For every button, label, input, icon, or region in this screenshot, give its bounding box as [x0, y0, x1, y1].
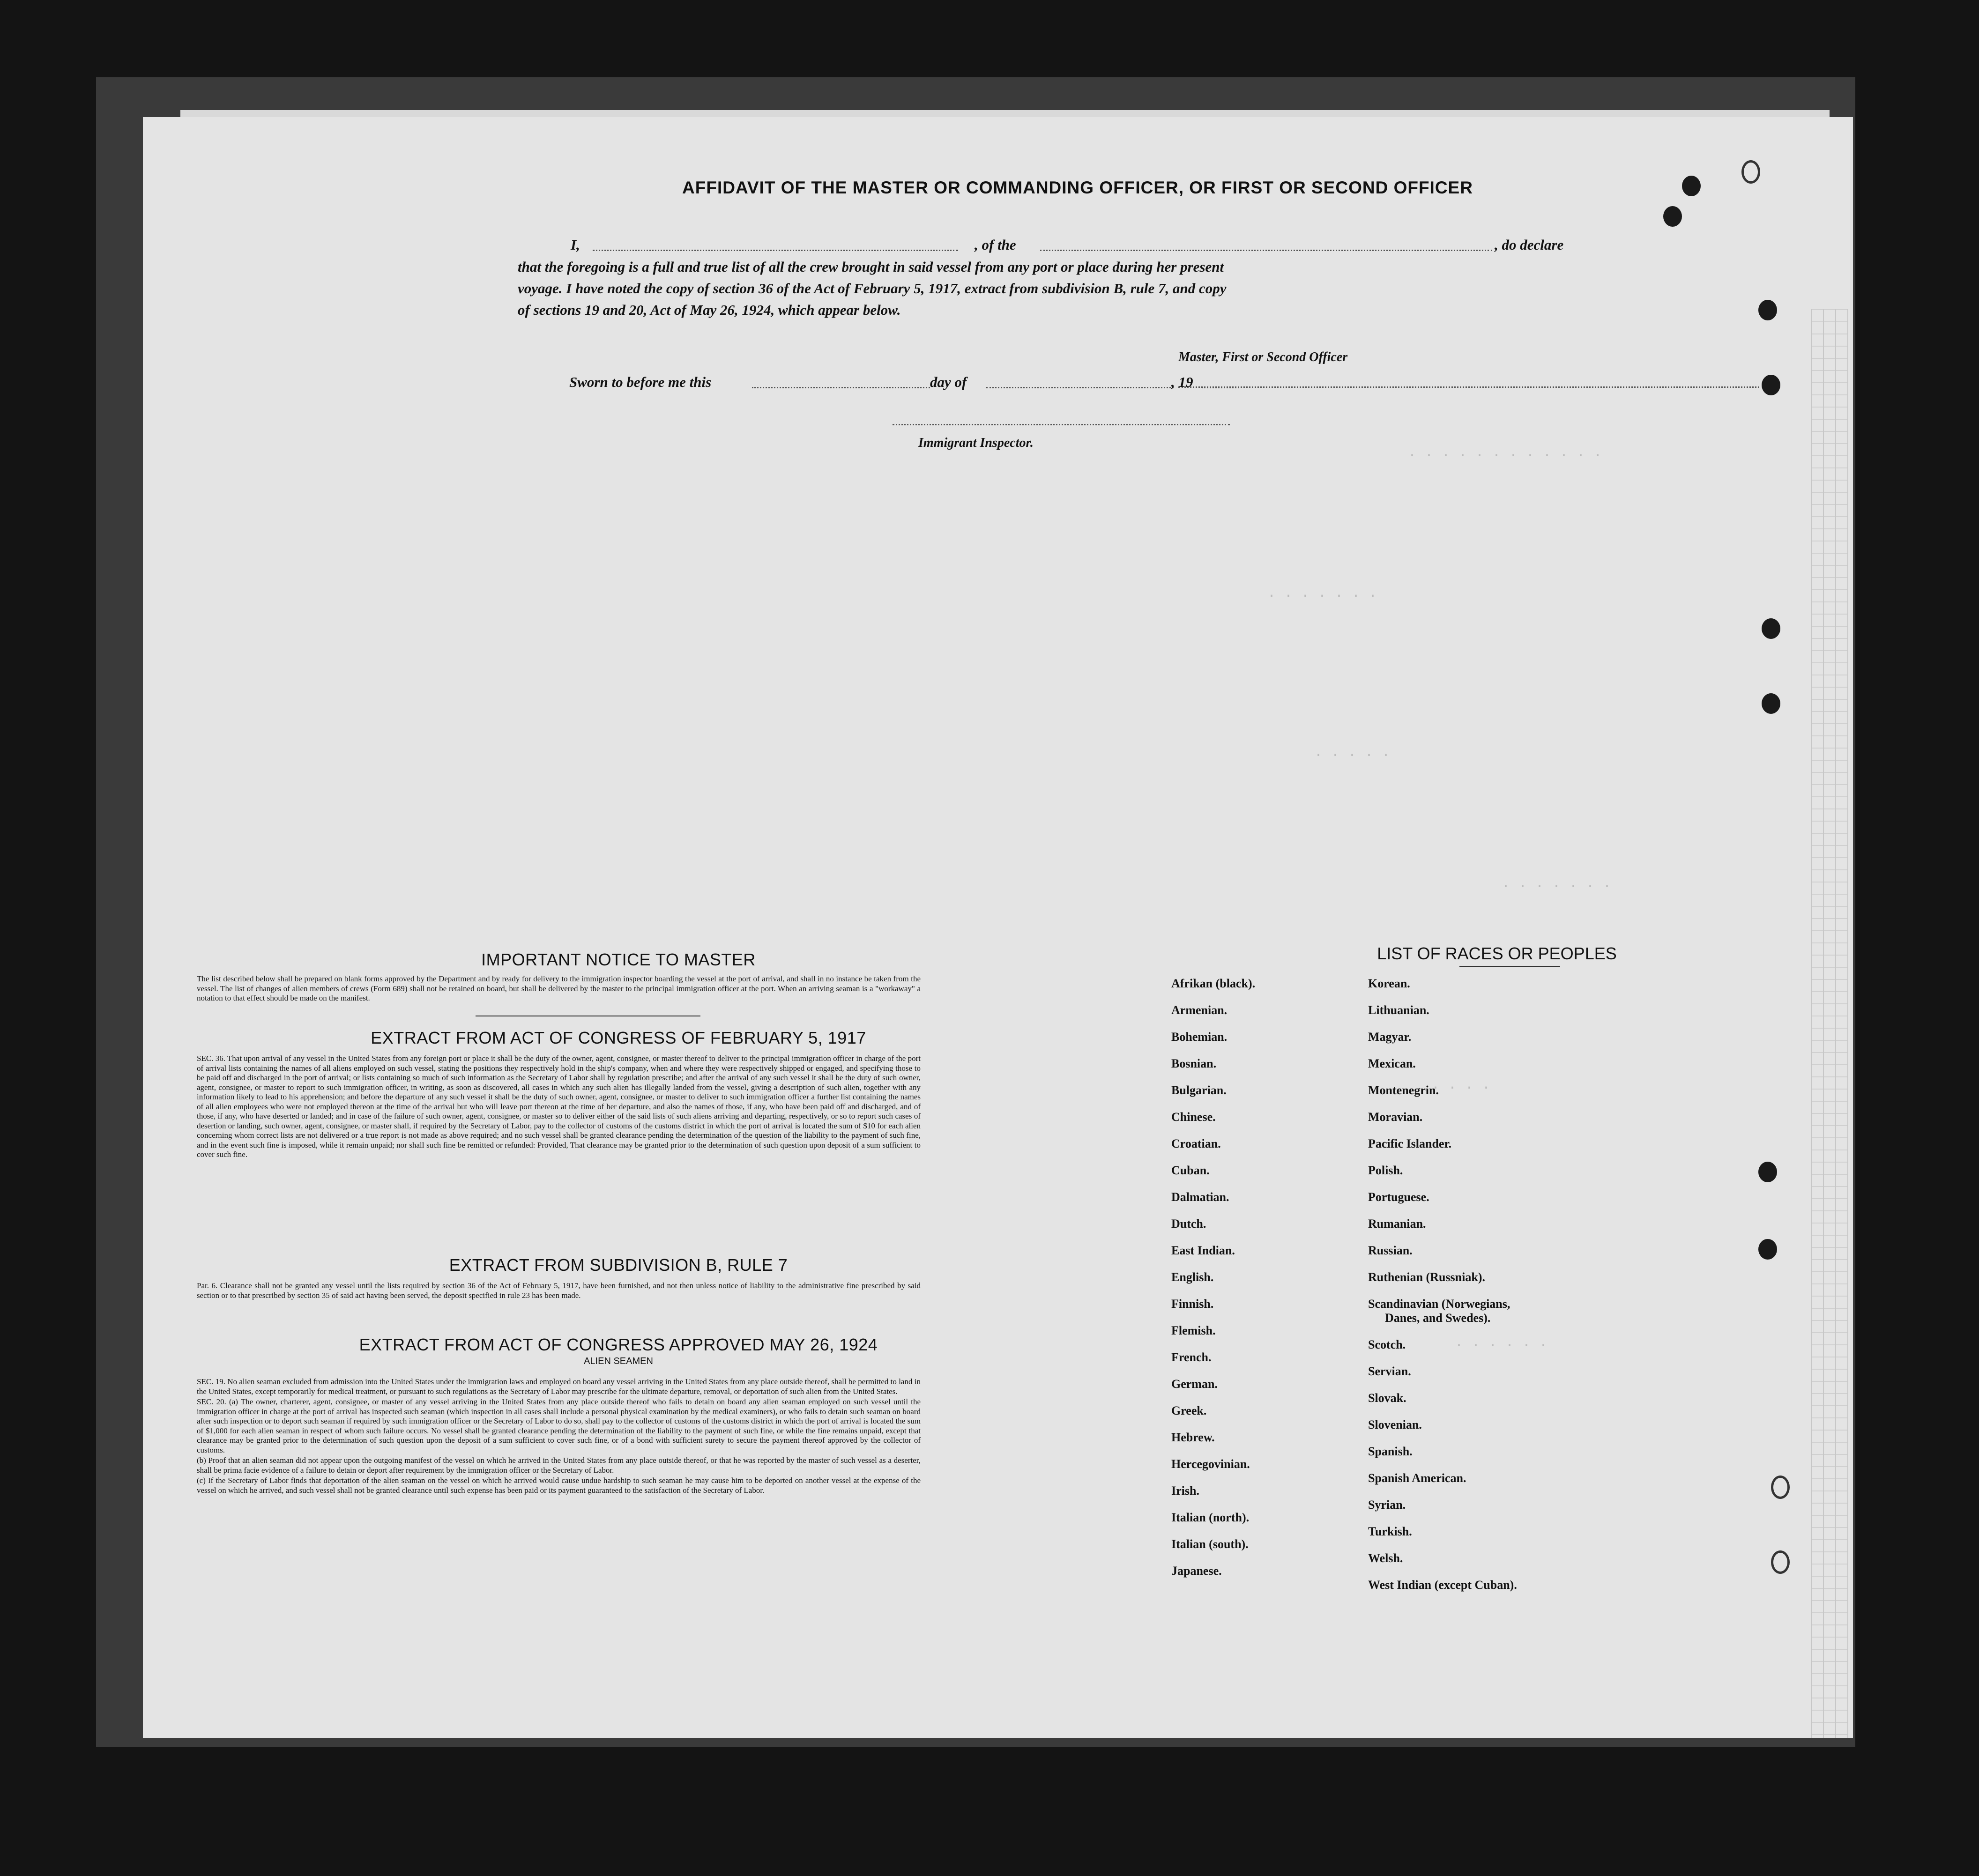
sworn-label: Sworn to before me this [569, 374, 712, 390]
day-of-label: day of [930, 374, 967, 390]
race-item: Dalmatian. [1171, 1190, 1229, 1204]
race-item: Russian. [1368, 1244, 1413, 1257]
race-item: Slovenian. [1368, 1418, 1422, 1431]
punch-hole [1762, 618, 1780, 639]
race-item: Servian. [1368, 1364, 1411, 1378]
race-item: Spanish American. [1368, 1471, 1466, 1485]
notice-paragraph: The list described below shall be prepared on blank forms approved by the Department and by ready for delivery to the immigration inspector boarding the vessel at the port of arrival, and shall in no instance be taken from the vessel. The list of changes of alien members of crews (Form 689) shall not be retained on board, but shall be delivered by the master to the principal immigration officer at the port. When an arriving seaman is a "workaway" a notation to that effect should be made on the manifest. [197, 974, 921, 1002]
race-item: Lithuanian. [1368, 1003, 1429, 1017]
race-item: Bulgarian. [1171, 1083, 1227, 1097]
race-item: Italian (north). [1171, 1511, 1250, 1524]
race-item: Scandinavian (Norwegians, [1368, 1297, 1510, 1311]
race-item: Spanish. [1368, 1445, 1413, 1458]
affidavit-do-declare: , do declare [1495, 237, 1564, 253]
punch-hole [1682, 176, 1701, 196]
race-item: Japanese. [1171, 1564, 1222, 1578]
punch-ring [1771, 1476, 1790, 1499]
sworn-month-line [986, 387, 1174, 388]
master-signature-line [1178, 386, 1759, 388]
punch-ring [1771, 1550, 1790, 1574]
race-item: Armenian. [1171, 1003, 1228, 1017]
affidavit-i-label: I, [571, 237, 580, 253]
race-item: Hebrew. [1171, 1431, 1215, 1444]
master-signature-label: Master, First or Second Officer [1178, 350, 1348, 364]
sworn-year: , 19 [1171, 374, 1193, 390]
extract-1917-text [197, 1054, 921, 1161]
punch-hole [1663, 206, 1682, 227]
race-item: Danes, and Swedes). [1385, 1311, 1491, 1325]
rule-7-title: EXTRACT FROM SUBDIVISION B, RULE 7 [449, 1255, 788, 1275]
race-item: Montenegrin. [1368, 1083, 1439, 1097]
par-6-paragraph: Par. 6. Clearance shall not be granted any vessel until the lists required by section 36 of the Act of February 5, 1917, have been furnished, and not then unless notice of liability to the administrative fine prescribed by said section or to that prescribed by section 35 of said act having been served, the deposit specified in rule 23 has been made. [197, 1281, 921, 1300]
race-item: Turkish. [1368, 1525, 1412, 1538]
affidavit-line-3: voyage. I have noted the copy of section 36 of the Act of February 5, 1917, extract from subdivision B, rule 7, and copy [518, 280, 1227, 297]
rule-7-text [197, 1281, 921, 1301]
punch-hole [1758, 1162, 1777, 1182]
race-item: German. [1171, 1377, 1218, 1391]
race-item: Bohemian. [1171, 1030, 1228, 1044]
race-item: Korean. [1368, 977, 1410, 990]
race-item: French. [1171, 1350, 1212, 1364]
affidavit-of-the: , of the [975, 237, 1016, 253]
punch-hole [1758, 300, 1777, 320]
sec-20a-paragraph: SEC. 20. (a) The owner, charterer, agent, consignee, or master of any vessel arriving in the United States from any place outside thereof who fails to detain on board any alien seaman employed on such vessel until the immigration officer in charge at the port of arrival has inspected such seaman (which inspection in all cases shall include a personal physical examination by the medical examiners), or who fails to detain such seaman on board after such inspection or to deport such seaman if required by such immigration officer or the Secretary of Labor to do so, shall pay to the collector of customs of the customs district in which the port of arrival is located the sum of $1,000 for each alien seaman in respect of whom such failure occurs. No vessel shall be granted clearance pending the determination of the liability to the payment of such fine, or while the fine remains unpaid, except that clearance may be granted prior to the determination of such question upon the deposit of a sum sufficient to cover such fine, or of a bond with sufficient surety to secure the payment thereof approved by the collector of customs. [197, 1397, 921, 1454]
inspector-signature-line [893, 424, 1230, 425]
race-item: Dutch. [1171, 1217, 1206, 1231]
extract-1924-text [197, 1377, 921, 1496]
race-item: West Indian (except Cuban). [1368, 1578, 1517, 1592]
notice-text [197, 974, 921, 1004]
sworn-year-line [1202, 387, 1239, 388]
race-item: Welsh. [1368, 1551, 1403, 1565]
sec-19-paragraph: SEC. 19. No alien seaman excluded from admission into the United States under the immigration laws and employed on board any vessel arriving in the United States from any place outside thereof, shall be permitted to land in the United States, except temporarily for medical treatment, or pursuant to such regulations as the Secretary of Labor may prescribe for the ultimate departure, removal, or deportation of such alien from the United States. [197, 1377, 921, 1396]
immigrant-inspector-label: Immigrant Inspector. [918, 436, 1034, 450]
race-item: Italian (south). [1171, 1537, 1249, 1551]
race-item: Finnish. [1171, 1297, 1214, 1311]
race-item: English. [1171, 1270, 1214, 1284]
race-item: Hercegovinian. [1171, 1457, 1250, 1471]
races-column-2 [1368, 977, 1517, 1605]
manifest-grid-edge [1811, 309, 1848, 1738]
race-item: Bosnian. [1171, 1057, 1217, 1070]
race-item: Pacific Islander. [1368, 1137, 1452, 1150]
extract-1917-title: EXTRACT FROM ACT OF CONGRESS OF FEBRUARY 5, 1917 [371, 1028, 866, 1047]
extract-1924-title: EXTRACT FROM ACT OF CONGRESS APPROVED MAY 26, 1924 [359, 1335, 878, 1354]
punch-ring [1741, 160, 1760, 184]
affidavit-vessel-line [1040, 250, 1492, 251]
affidavit-name-line [593, 250, 958, 251]
race-item: Moravian. [1368, 1110, 1423, 1124]
race-item: Flemish. [1171, 1324, 1216, 1337]
affidavit-title: AFFIDAVIT OF THE MASTER OR COMMANDING OFFICER, OR FIRST OR SECOND OFFICER [682, 178, 1473, 197]
punch-hole [1758, 1239, 1777, 1260]
document-page: . . . . . . . . . . . . . . . . . . . . . . . . . . . . . . . . . . . . . . . . . AFFIDAVIT OF THE MASTER OR COMMANDING OFFICER, OR FIRST OR SECOND OFFICER I, , of the , do declare that the foregoing is a full and true list of all the crew brought in said vessel from any port or place during her present voyage. I have noted the copy of section 36 of the Act of February 5, 1917, extract from subdivision B, rule 7, and copy of sections 19 and 20, Act of May 26, 1924, which appear below. Master, First or Second Officer Sworn to before me this day of , 19 Immigrant Inspector. IMPORTANT NOTICE TO MASTER The list described below shall be prepared on blank forms approved by the Department and by ready for delivery to the immigration inspector boarding the vessel at the port of arrival, and shall in no instance be taken from the vessel. The list of changes of alien members of crews (Form 689) shall not be retained on board, but shall be delivered by the master to the principal immigration officer at the port. When an arriving seaman is a "workaway" a notation to that effect should be made on the manifest. EXTRACT FROM ACT OF CONGRESS OF FEBRUARY 5, 1917 SEC. 36. That upon arrival of any vessel in the United States from any foreign port or place it shall be the duty of the owner, agent, consignee, or master thereof to deliver to the principal immigration officer in charge of the port of arrival lists containing the names of all aliens employed on such vessel, stating the positions they respectively hold in the ship's company, when and where they were respectively shipped or engaged, and specifying those to be paid off and discharged in the port of arrival; or lists containing so much of such information as the Secretary of Labor shall by regulation prescribe; and after the arrival of any such vessel it shall be the duty of such owner, agent, consignee, or master to report to such immigration officer, in writing, as soon as discovered, all cases in which any such alien has illegally landed from the vessel, giving a description of such alien, together with any information likely to lead to his apprehension; and before the departure of any such vessel it shall be the duty of such owner, agent, consignee, or master to deliver to such immigration officer a further list containing the names of all alien employees who were not employed thereon at the time of the arrival but who will leave port thereon at the time of her departure, and also the names of those, if any, who have been paid off and discharged, and of those, if any, who have deserted or landed; and in case of the failure of such owner, agent, consignee, or master so to deliver either of the said lists of such aliens arriving and departing, respectively, or so to report such cases of desertion or landing, such owner, agent, consignee, or master shall, if required by the Secretary of Labor, pay to the collector of customs of the customs district in which the port of arrival is located the sum of $10 for each alien concerning whom correct lists are not delivered or a true report is not made as above required; and no such vessel shall be granted clearance pending the determination of the question of the liability to the payment of such fine, and in the event such fine is imposed, while it remain unpaid; nor shall such fine be remitted or refunded: Provided, That clearance may be granted prior to the determination of such question upon deposit of a sum sufficient to cover such fine. EXTRACT FROM SUBDIVISION B, RULE 7 Par. 6. Clearance shall not be granted any vessel until the lists required by section 36 of the Act of February 5, 1917, have been furnished, and not then unless notice of liability to the administrative fine prescribed by said section or to that prescribed by section 35 of said act having been served, the deposit specified in rule 23 has been made. EXTRACT FROM ACT OF CONGRESS APPROVED MAY 26, 1924 ALIEN SEAMEN SEC. 19. No alien seaman excluded from admission into the United States under the immigration laws and employed on board any vessel arriving in the United States from any place outside thereof, shall be permitted to land in the United States, except temporarily for medical treatment, or pursuant to such regulations as the Secretary of Labor may prescribe for the ultimate departure, removal, or deportation of such alien from the United States. SEC. 20. (a) The owner, charterer, agent, consignee, or master of any vessel arriving in the United States from any place outside thereof who fails to detain on board any alien seaman employed on such vessel until the immigration officer in charge at the port of arrival has inspected such seaman (which inspection in all cases shall include a personal physical examination by the medical examiners), or who fails to detain such seaman on board after such inspection or to deport such seaman if required by such immigration officer or the Secretary of Labor to do so, shall pay to the collector of customs of the customs district in which the port of arrival is located the sum of $1,000 for each alien seaman in respect of whom such failure occurs. No vessel shall be granted clearance pending the determination of the liability to the payment of such fine, or while the fine remains unpaid, except that clearance may be granted prior to the determination of such question upon the deposit of a sum sufficient to cover such fine, or of a bond with sufficient surety to secure the payment thereof approved by the collector of customs. (b) Proof that an alien seaman did not appear upon the outgoing manifest of the vessel on which he arrived in the United States from any place outside thereof, or that he was reported by the master of such vessel as a deserter, shall be prima facie evidence of a failure to detain or deport after requirement by the immigration officer or the Secretary of Labor. (c) If the Secretary of Labor finds that deportation of the alien seaman on the vessel on which he arrived would cause undue hardship to such seaman he may cause him to be deported on another vessel at the expense of the vessel on which he arrived, and such vessel shall not be granted clearance until such expense has been paid or its payment guaranteed to the satisfaction of the Secretary of Labor. LIST OF RACES OR PEOPLES Afrikan (black). Armenian. Bohemian. Bosnian. Bulgarian. Chinese. Croatian. Cuban. Dalmatian. Dutch. East Indian. English. Finnish. Flemish. French. German. Greek. Hebrew. Hercegovinian. Irish. Italian (north). Italian (south). Japanese. Korean. Lithuanian. Magyar. Mexican. Montenegrin. Moravian. Pacific Islander. Polish. Portuguese. Rumanian. Russian. Ruthenian (Russniak). Scandinavian (Norwegians, Danes, and Swedes). Scotch. Servian. Slovak. Slovenian. Spanish. Spanish American. Syrian. Turkish. Welsh. West Indian (except Cuban). [143, 117, 1853, 1738]
race-item: Croatian. [1171, 1137, 1221, 1150]
sec-20b-paragraph: (b) Proof that an alien seaman did not appear upon the outgoing manifest of the vessel on which he arrived in the United States from any place outside thereof, or that he was reported by the master of such vessel as a deserter, shall be prima facie evidence of a failure to detain or deport after requirement by the immigration officer or the Secretary of Labor. [197, 1456, 921, 1475]
race-item: Magyar. [1368, 1030, 1412, 1044]
notice-title: IMPORTANT NOTICE TO MASTER [481, 950, 756, 969]
punch-hole [1762, 693, 1780, 714]
race-item: Rumanian. [1368, 1217, 1426, 1231]
race-item: Mexican. [1368, 1057, 1416, 1070]
race-item: Afrikan (black). [1171, 977, 1256, 990]
race-item: Irish. [1171, 1484, 1199, 1498]
races-rule [1459, 966, 1560, 967]
race-item: Scotch. [1368, 1338, 1406, 1351]
affidavit-line-4: of sections 19 and 20, Act of May 26, 1924, which appear below. [518, 302, 901, 318]
sec-36-paragraph: SEC. 36. That upon arrival of any vessel in the United States from any foreign port or place it shall be the duty of the owner, agent, consignee, or master thereof to deliver to the principal immigration officer in charge of the port of arrival lists containing the names of all aliens employed on such vessel, stating the positions they respectively hold in the ship's company, when and where they were respectively shipped or engaged, and specifying those to be paid off and discharged in the port of arrival; or lists containing so much of such information as the Secretary of Labor shall by regulation prescribe; and after the arrival of any such vessel it shall be the duty of such owner, agent, consignee, or master to report to such immigration officer, in writing, as soon as discovered, all cases in which any such alien has illegally landed from the vessel, giving a description of such alien, together with any information likely to lead to his apprehension; and before the departure of any such vessel it shall be the duty of such owner, agent, consignee, or master to deliver to such immigration officer a further list containing the names of all alien employees who were not employed thereon at the time of the arrival but who will leave port thereon at the time of her departure, and also the names of those, if any, who have been paid off and discharged, and of those, if any, who have deserted or landed; and in case of the failure of such owner, agent, consignee, or master so to deliver either of the said lists of such aliens arriving and departing, respectively, or so to report such cases of desertion or landing, such owner, agent, consignee, or master shall, if required by the Secretary of Labor, pay to the collector of customs of the customs district in which the port of arrival is located the sum of $10 for each alien concerning whom correct lists are not delivered or a true report is not made as above required; and no such vessel shall be granted clearance pending the determination of the question of the liability to the payment of such fine, and in the event such fine is imposed, while it remain unpaid; nor shall such fine be remitted or refunded: Provided, That clearance may be granted prior to the determination of such question upon deposit of a sum sufficient to cover such fine. [197, 1054, 921, 1159]
races-column-1 [1171, 977, 1255, 1591]
race-item: East Indian. [1171, 1244, 1235, 1257]
sec-20c-paragraph: (c) If the Secretary of Labor finds that deportation of the alien seaman on the vessel on which he arrived would cause undue hardship to such seaman he may cause him to be deported on another vessel at the expense of the vessel on which he arrived, and such vessel shall not be granted clearance until such expense has been paid or its payment guaranteed to the satisfaction of the Secretary of Labor. [197, 1476, 921, 1495]
race-item: Cuban. [1171, 1164, 1210, 1177]
sworn-day-line [752, 387, 930, 388]
races-title: LIST OF RACES OR PEOPLES [1377, 944, 1617, 963]
race-item: Slovak. [1368, 1391, 1406, 1405]
alien-seamen-subtitle: ALIEN SEAMEN [584, 1356, 653, 1366]
race-item: Greek. [1171, 1404, 1207, 1417]
race-item: Polish. [1368, 1164, 1403, 1177]
race-item: Ruthenian (Russniak). [1368, 1270, 1485, 1284]
race-item: Syrian. [1368, 1498, 1406, 1512]
race-item: Portuguese. [1368, 1190, 1429, 1204]
affidavit-line-2: that the foregoing is a full and true list of all the crew brought in said vessel from any port or place during her present [518, 259, 1224, 275]
race-item: Chinese. [1171, 1110, 1216, 1124]
punch-hole [1762, 375, 1780, 395]
